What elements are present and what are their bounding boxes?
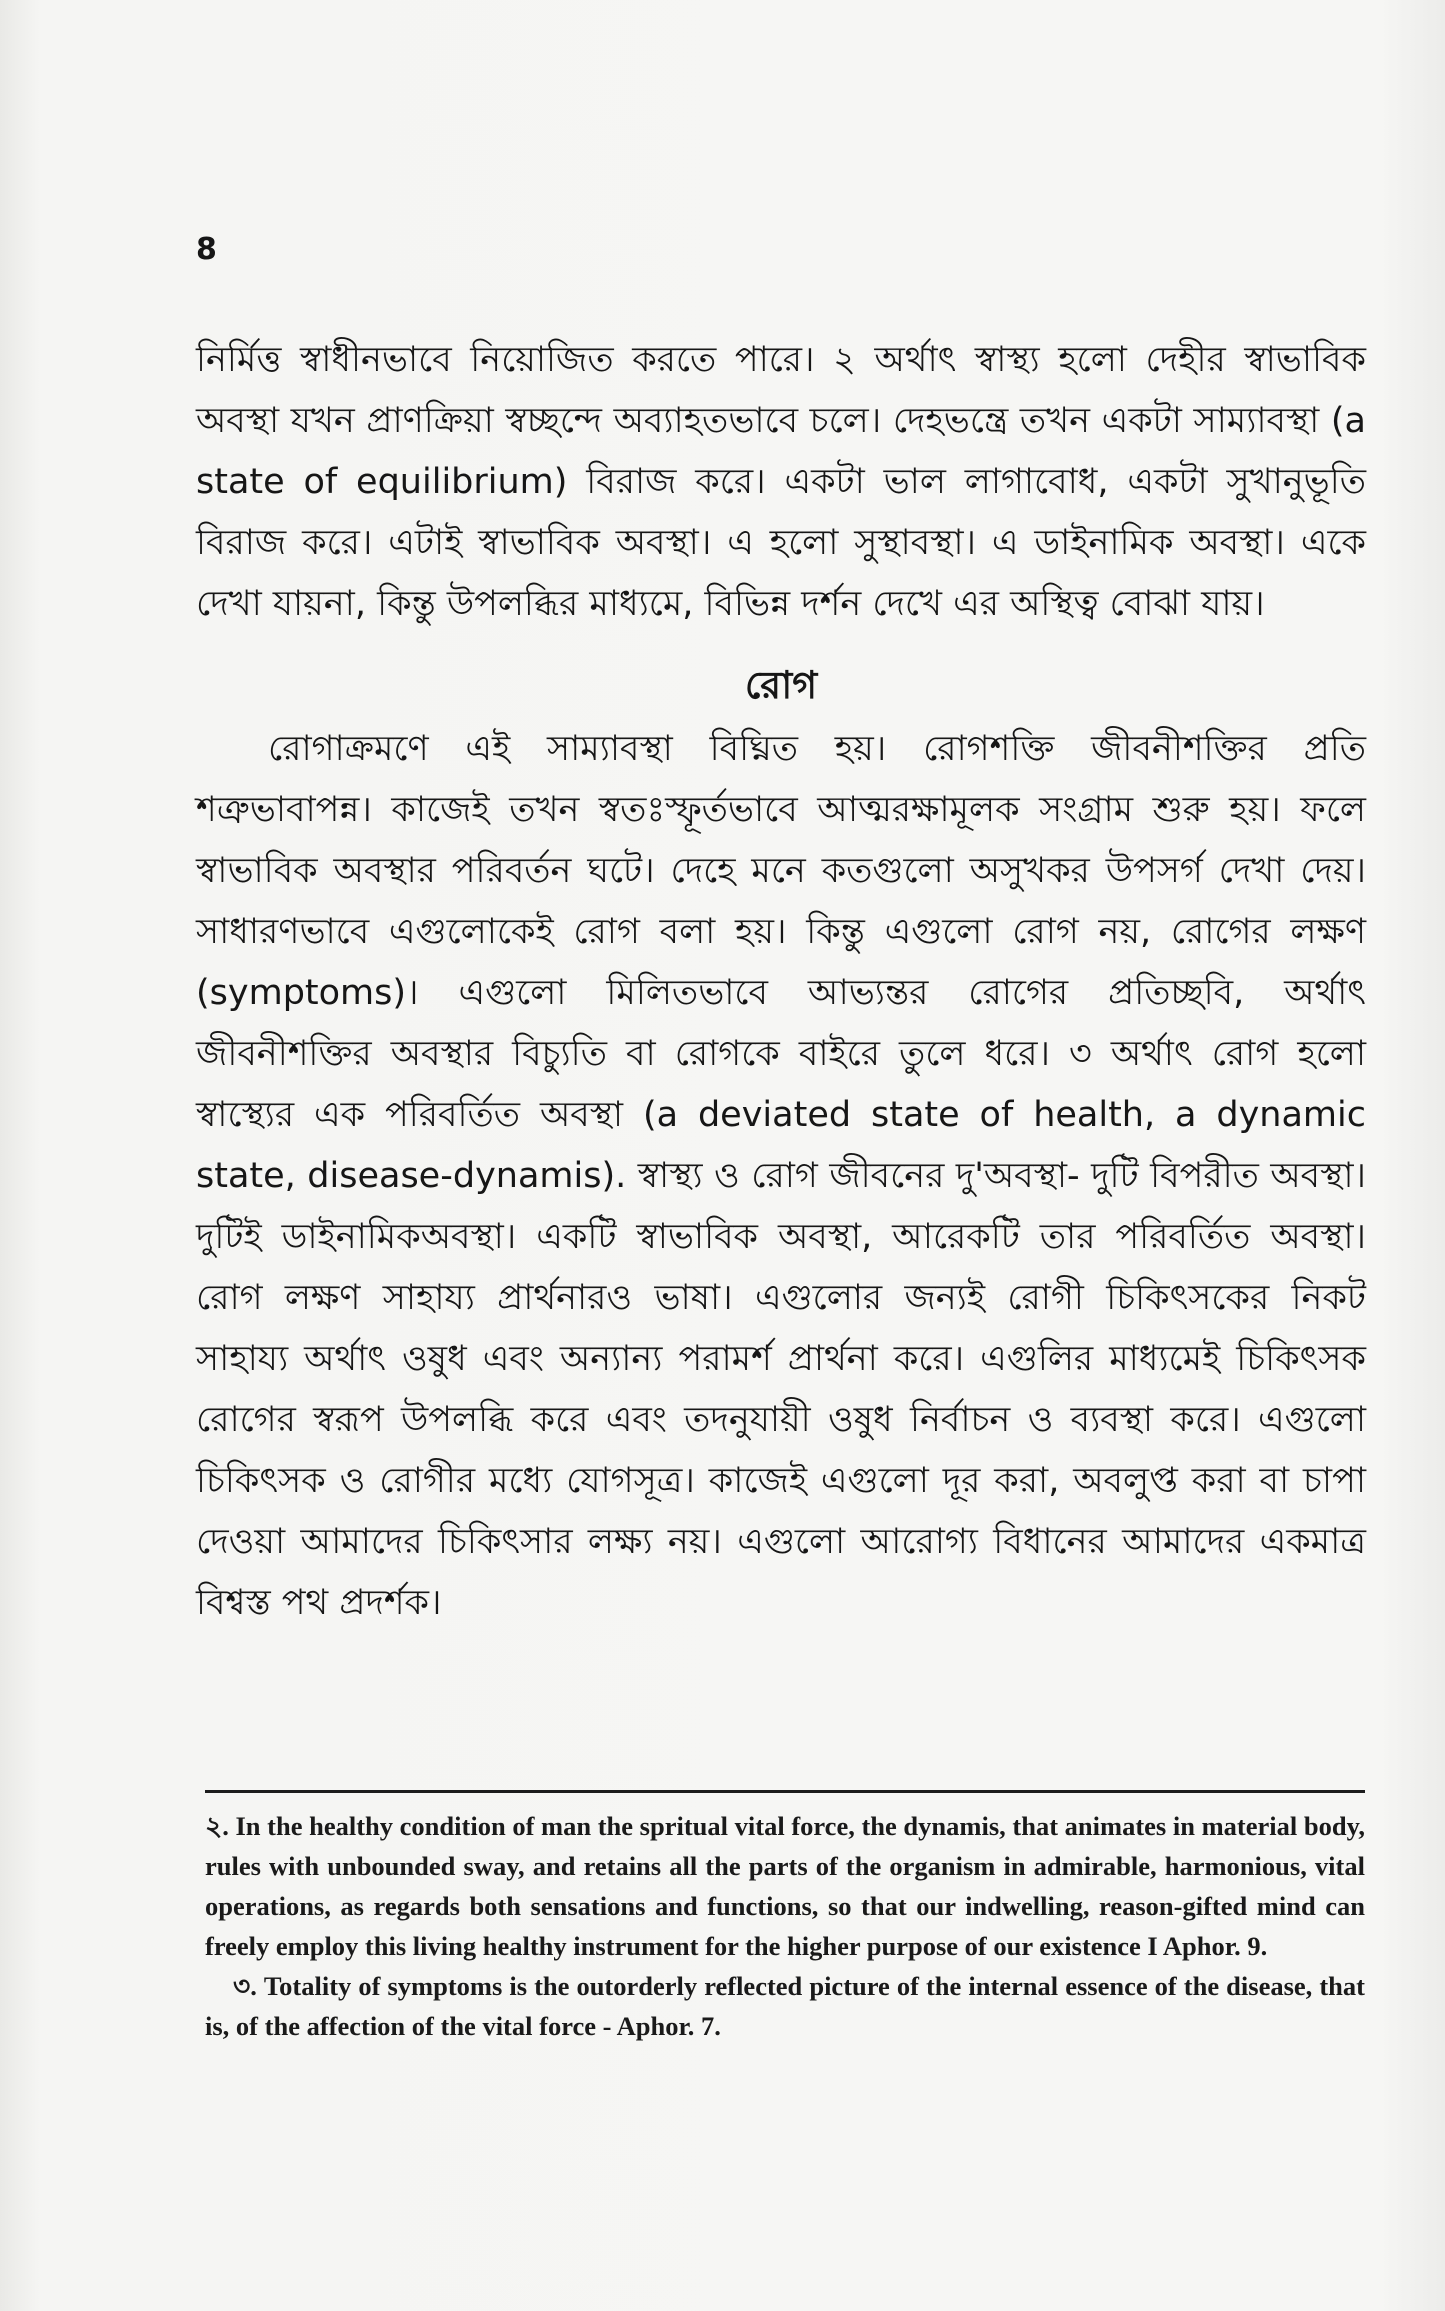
main-text	[196, 330, 1366, 1634]
footnote-divider	[205, 1790, 1365, 1793]
paragraph-disease: রোগাক্রমণে এই সাম্যাবস্থা বিঘ্নিত হয়। রোগশক্তি জীবনীশক্তির প্রতি শত্রুভাবাপন্ন। কাজেই তখন স্বতঃস্ফূর্তভাবে আত্মরক্ষামূলক সংগ্রাম শুরু হয়। ফলে স্বাভাবিক অবস্থার পরিবর্তন ঘটে। দেহে মনে কতগুলো অসুখকর উপসর্গ দেখা দেয়। সাধারণভাবে এগুলোকেই রোগ বলা হয়। কিন্তু এগুলো রোগ নয়, রোগের লক্ষণ (symptoms)। এগুলো মিলিতভাবে আভ্যন্তর রোগের প্রতিচ্ছবি, অর্থাৎ জীবনীশক্তির অবস্থার বিচ্যুতি বা রোগকে বাইরে তুলে ধরে। ৩ অর্থাৎ রোগ হলো স্বাস্থ্যের এক পরিবর্তিত অবস্থা (a deviated state of health, a dynamic state, disease-dynamis). স্বাস্থ্য ও রোগ জীবনের দু'অবস্থা- দুটি বিপরীত অবস্থা। দুটিই ডাইনামিকঅবস্থা। একটি স্বাভাবিক অবস্থা, আরেকটি তার পরিবর্তিত অবস্থা। রোগ লক্ষণ সাহায্য প্রার্থনারও ভাষা। এগুলোর জন্যই রোগী চিকিৎসকের নিকট সাহায্য অর্থাৎ ওষুধ এবং অন্যান্য পরামর্শ প্রার্থনা করে। এগুলির মাধ্যমেই চিকিৎসক রোগের স্বরূপ উপলব্ধি করে এবং তদনুযায়ী ওষুধ নির্বাচন ও ব্যবস্থা করে। এগুলো চিকিৎসক ও রোগীর মধ্যে যোগসূত্র। কাজেই এগুলো দূর করা, অবলুপ্ত করা বা চাপা দেওয়া আমাদের চিকিৎসার লক্ষ্য নয়। এগুলো আরোগ্য বিধানের আমাদের একমাত্র বিশ্বস্ত পথ প্রদর্শক।	[196, 729, 1366, 1623]
footnote-2: ২. In the healthy condition of man the spritual vital force, the dynamis, that animates in material body, rules with unbounded sway, and retains all the parts of the organism in admirable, harmonious, vital operations, as regards both sensations and functions, so that our indwelling, reason-gifted mind can freely employ this living healthy instrument for the higher purpose of our existence I Aphor. 9.	[205, 1811, 1365, 1961]
paragraph-health: নির্মিত্ত স্বাধীনভাবে নিয়োজিত করতে পারে। ২ অর্থাৎ স্বাস্থ্য হলো দেহীর স্বাভাবিক অবস্থা যখন প্রাণক্রিয়া স্বচ্ছন্দে অব্যাহতভাবে চলে। দেহভন্ত্রে তখন একটা সাম্যাবস্থা (a state of equilibrium) বিরাজ করে। একটা ভাল লাগাবোধ, একটা সুখানুভূতি বিরাজ করে। এটাই স্বাভাবিক অবস্থা। এ হলো সুস্থাবস্থা। এ ডাইনামিক অবস্থা। একে দেখা যায়না, কিন্তু উপলব্ধির মাধ্যমে, বিভিন্ন দর্শন দেখে এর অস্থিত্ব বোঝা যায়।	[196, 340, 1366, 624]
section-heading-disease: রোগ	[744, 663, 818, 707]
footnotes	[205, 1806, 1365, 2046]
page-number: 8	[196, 232, 217, 267]
footnote-3: ৩. Totality of symptoms is the outorderly reflected picture of the internal essence of the disease, that is, of the affection of the vital force - Aphor. 7.	[205, 1971, 1365, 2041]
